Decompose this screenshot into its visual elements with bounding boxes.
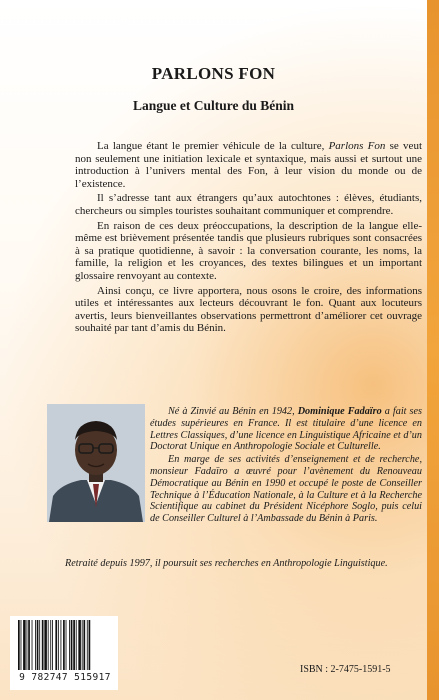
barcode-bar <box>52 620 53 670</box>
author-photo <box>47 404 145 522</box>
barcode-bar <box>42 620 44 670</box>
barcode-bar <box>76 620 77 670</box>
author-bio <box>150 406 422 526</box>
barcode-bar <box>39 620 40 670</box>
author-bio-continued <box>47 558 422 571</box>
orange-edge-band <box>427 0 439 700</box>
barcode-bar <box>55 620 57 670</box>
barcode-bar <box>58 620 59 670</box>
isbn: ISBN : 2-7475-1591-5 <box>300 664 391 675</box>
barcode-bar <box>89 620 91 670</box>
barcode-bar <box>37 620 39 670</box>
barcode-bar <box>21 620 22 670</box>
barcode-bar <box>32 620 33 670</box>
barcode-bar <box>83 620 85 670</box>
barcode-bar <box>66 620 67 670</box>
barcode-bar <box>78 620 81 670</box>
barcode-number: 9 782747 515917 <box>19 672 111 683</box>
barcode-bar <box>50 620 51 670</box>
barcode-bar <box>61 620 62 670</box>
barcode-bar <box>27 620 28 670</box>
barcode-icon <box>14 620 114 672</box>
author-portrait-icon <box>47 404 145 522</box>
barcode-bar <box>69 620 70 670</box>
barcode-bar <box>18 620 20 670</box>
blurb-paragraph: Ainsi conçu, ce livre apportera, nous osons le croire, des informations utiles et intéressantes aux lecteurs découvrant le fon. Quant aux locuteurs avertis, leurs bienveillantes observations permettront d’améliorer cet ouvrage souhaité par tant d’amis du Bénin. <box>75 284 422 335</box>
bio-paragraph: Retraité depuis 1997, il poursuit ses recherches en Anthropologie Linguistique. <box>65 558 388 569</box>
blurb-paragraph: Il s’adresse tant aux étrangers qu’aux autochtones : élèves, étudiants, chercheurs ou simples touristes souhaitant communiquer et comprendre. <box>75 192 422 217</box>
barcode-bar <box>87 620 88 670</box>
barcode-bar <box>48 620 49 670</box>
blurb-paragraph: La langue étant le premier véhicule de la culture, Parlons Fon se veut non seulement une initiation lexicale et syntaxique, mais aussi et surtout une introduction à l’univers mental des Fon, à leur vision du monde ou de l’existence. <box>75 140 422 190</box>
bio-paragraph: Né à Zinvié au Bénin en 1942, Dominique Fadaïro a fait ses études supérieures en France. Il est titulaire d’une licence en Lettres Classiques, d’une licence en Linguistique Africaine et d’un Doctorat Unique en Anthropologie Sociale et Culturelle. <box>150 406 422 453</box>
barcode-bar <box>23 620 26 670</box>
bio-paragraph: En marge de ses activités d’enseignement et de recherche, monsieur Fadaïro a œuvré pour l’avènement du Renouveau Démocratique au Bénin en 1990 et occupé le poste de Conseiller Technique à l’Éducation Nationale, à la Culture et à la Recherche Scientifique au cabinet du Président Nicéphore Soglo, puis celui de Conseiller Culturel à l’Ambassade du Bénin à Paris. <box>150 454 422 525</box>
book-title-italic: Parlons Fon <box>328 140 386 152</box>
barcode-bar <box>44 620 47 670</box>
author-name: Dominique Fadaïro <box>297 406 382 417</box>
barcode-bar <box>28 620 30 670</box>
blurb-paragraph: En raison de ces deux préoccupations, la description de la langue elle-même est brièvement présentée tandis que plusieurs rubriques sont consacrées à sa pratique quotidienne, à savoir : la conversation courante, les noms, la famille, la religion et les croyances, des textes bilingues et un important glossaire renvoyant au contexte. <box>75 219 422 282</box>
barcode-bar <box>82 620 83 670</box>
barcode-bar <box>73 620 75 670</box>
barcode <box>10 616 118 690</box>
book-subtitle: Langue et Culture du Bénin <box>132 98 295 113</box>
book-title: PARLONS FON <box>151 64 276 83</box>
barcode-bar <box>71 620 73 670</box>
barcode-bar <box>35 620 36 670</box>
blurb <box>75 140 422 337</box>
barcode-bar <box>63 620 65 670</box>
